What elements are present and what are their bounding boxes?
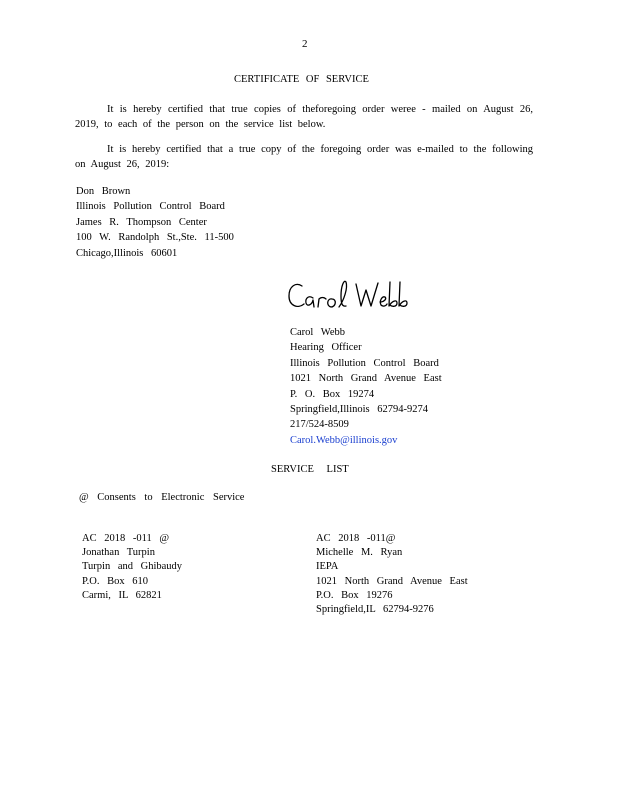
officer-org: Illinois Pollution Control Board <box>290 357 439 369</box>
recipient-address-block <box>76 184 234 261</box>
service-list-entry-left <box>82 532 182 603</box>
party-agency: IEPA <box>316 561 339 573</box>
officer-name: Carol Webb <box>290 327 345 338</box>
party-street: 1021 North Grand Avenue East <box>316 575 468 587</box>
service-list-entry-right <box>316 532 468 617</box>
officer-email-link[interactable]: Carol.Webb@illinois.gov <box>290 434 398 446</box>
case-number: AC 2018 -011 @ <box>82 533 169 544</box>
recipient-org: Illinois Pollution Control Board <box>76 201 225 213</box>
recipient-city: Chicago,Illinois 60601 <box>76 247 178 259</box>
consent-note: @ Consents to Electronic Service <box>79 492 245 503</box>
case-number: AC 2018 -011@ <box>316 533 396 544</box>
hearing-officer-block <box>290 325 442 448</box>
party-firm: Turpin and Ghibaudy <box>82 561 183 573</box>
officer-po-box: P. O. Box 19274 <box>290 388 375 400</box>
certification-paragraph-email <box>75 142 533 172</box>
party-city: Springfield,IL 62794-9276 <box>316 604 434 616</box>
officer-street: 1021 North Grand Avenue East <box>290 373 442 385</box>
party-po-box: P.O. Box 19276 <box>316 589 393 601</box>
party-name: Michelle M. Ryan <box>316 547 403 559</box>
signature-graphic <box>286 276 416 316</box>
page-number: 2 <box>302 38 308 50</box>
certification-paragraph-mail <box>75 102 533 132</box>
handwritten-signature <box>286 276 416 319</box>
officer-phone: 217/524-8509 <box>290 419 349 431</box>
recipient-street: 100 W. Randolph St.,Ste. 11-500 <box>76 232 234 244</box>
recipient-name: Don Brown <box>76 186 131 197</box>
paragraph-email-text: It is hereby certified that a true copy of the foregoing order was e-mailed to the following on August 26, 2019: <box>75 144 533 170</box>
party-name: Jonathan Turpin <box>82 547 155 559</box>
recipient-building: James R. Thompson Center <box>76 216 207 228</box>
party-po-box: P.O. Box 610 <box>82 575 149 587</box>
officer-city: Springfield,Illinois 62794-9274 <box>290 404 428 416</box>
certificate-title: CERTIFICATE OF SERVICE <box>234 74 369 85</box>
officer-title: Hearing Officer <box>290 342 362 354</box>
paragraph-mail-text: It is hereby certified that true copies of theforegoing order weree - mailed on August 26, 2019, to each of the person on the service list below. <box>75 104 533 130</box>
party-city: Carmi, IL 62821 <box>82 589 162 601</box>
service-list-title: SERVICE LIST <box>271 464 349 475</box>
